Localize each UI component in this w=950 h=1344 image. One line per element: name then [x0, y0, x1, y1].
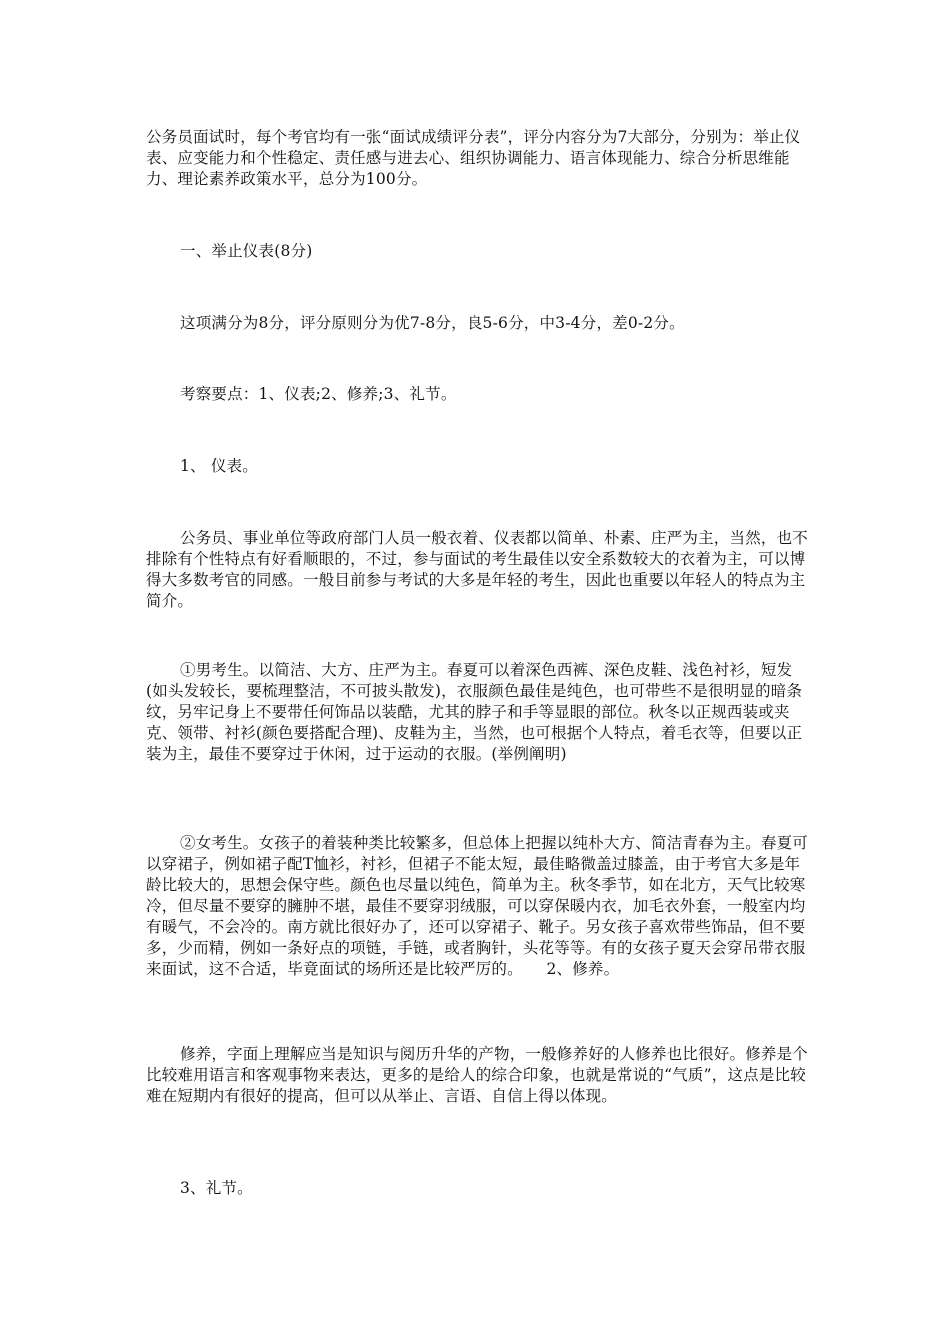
body-paragraph: ①男考生。以简洁、大方、庄严为主。春夏可以着深色西裤、深色皮鞋、浅色衬衫，短发(如头发较长，要梳理整洁，不可披头散发)，衣服颜色最佳是纯色，也可带些不是很明显的暗条纹，另牢记身上不要带任何饰品以装酷，尤其的脖子和手等显眼的部位。秋冬以正规西装或夹克、领带、衬衫(颜色要搭配合理)、皮鞋为主，当然，也可根据个人特点，着毛衣等，但要以正装为主，最佳不要穿过于休闲，过于运动的衣服。(举例阐明) — [146, 661, 803, 763]
body-paragraph: 修养，字面上理解应当是知识与阅历升华的产物，一般修养好的人修养也比很好。修养是个比较难用语言和客观事物来表达，更多的是给人的综合印象，也就是常说的“气质”，这点是比较难在短期内有很好的提高，但可以从举止、言语、自信上得以体现。 — [146, 1045, 809, 1105]
section-heading: 一、举止仪表(8分) — [180, 242, 313, 260]
key-points-paragraph: 考察要点：1、仪表;2、修养;3、礼节。 — [180, 385, 457, 403]
intro-paragraph: 公务员面试时，每个考官均有一张“面试成绩评分表”，评分内容分为7大部分，分别为：举止仪表、应变能力和个性稳定、责任感与进去心、组织协调能力、语言体现能力、综合分析思维能力、理论素养政策水平，总分为100分。 — [146, 128, 801, 188]
subsection-heading: 1、 仪表。 — [180, 457, 258, 475]
scoring-paragraph: 这项满分为8分，评分原则分为优7-8分，良5-6分，中3-4分，差0-2分。 — [180, 314, 685, 332]
body-paragraph: 公务员、事业单位等政府部门人员一般衣着、仪表都以简单、朴素、庄严为主，当然，也不排除有个性特点有好看顺眼的，不过，参与面试的考生最佳以安全系数较大的衣着为主，可以博得大多数考官的同感。一般目前参与考试的大多是年轻的考生，因此也重要以年轻人的特点为主简介。 — [146, 529, 809, 610]
body-paragraph: ②女考生。女孩子的着装种类比较繁多，但总体上把握以纯朴大方、简洁青春为主。春夏可以穿裙子，例如裙子配T恤衫，衬衫，但裙子不能太短，最佳略微盖过膝盖，由于考官大多是年龄比较大的，思想会保守些。颜色也尽量以纯色，简单为主。秋冬季节，如在北方，天气比较寒冷，但尽量不要穿的臃肿不堪，最佳不要穿羽绒服，可以穿保暖内衣，加毛衣外套，一般室内均有暖气，不会冷的。南方就比很好办了，还可以穿裙子、靴子。另女孩子喜欢带些饰品，但不要多，少而精，例如一条好点的项链，手链，或者胸针，头花等等。有的女孩子夏天会穿吊带衣服来面试，这不合适，毕竟面试的场所还是比较严厉的。 2、修养。 — [146, 834, 809, 978]
subsection-heading: 3、礼节。 — [180, 1179, 253, 1197]
